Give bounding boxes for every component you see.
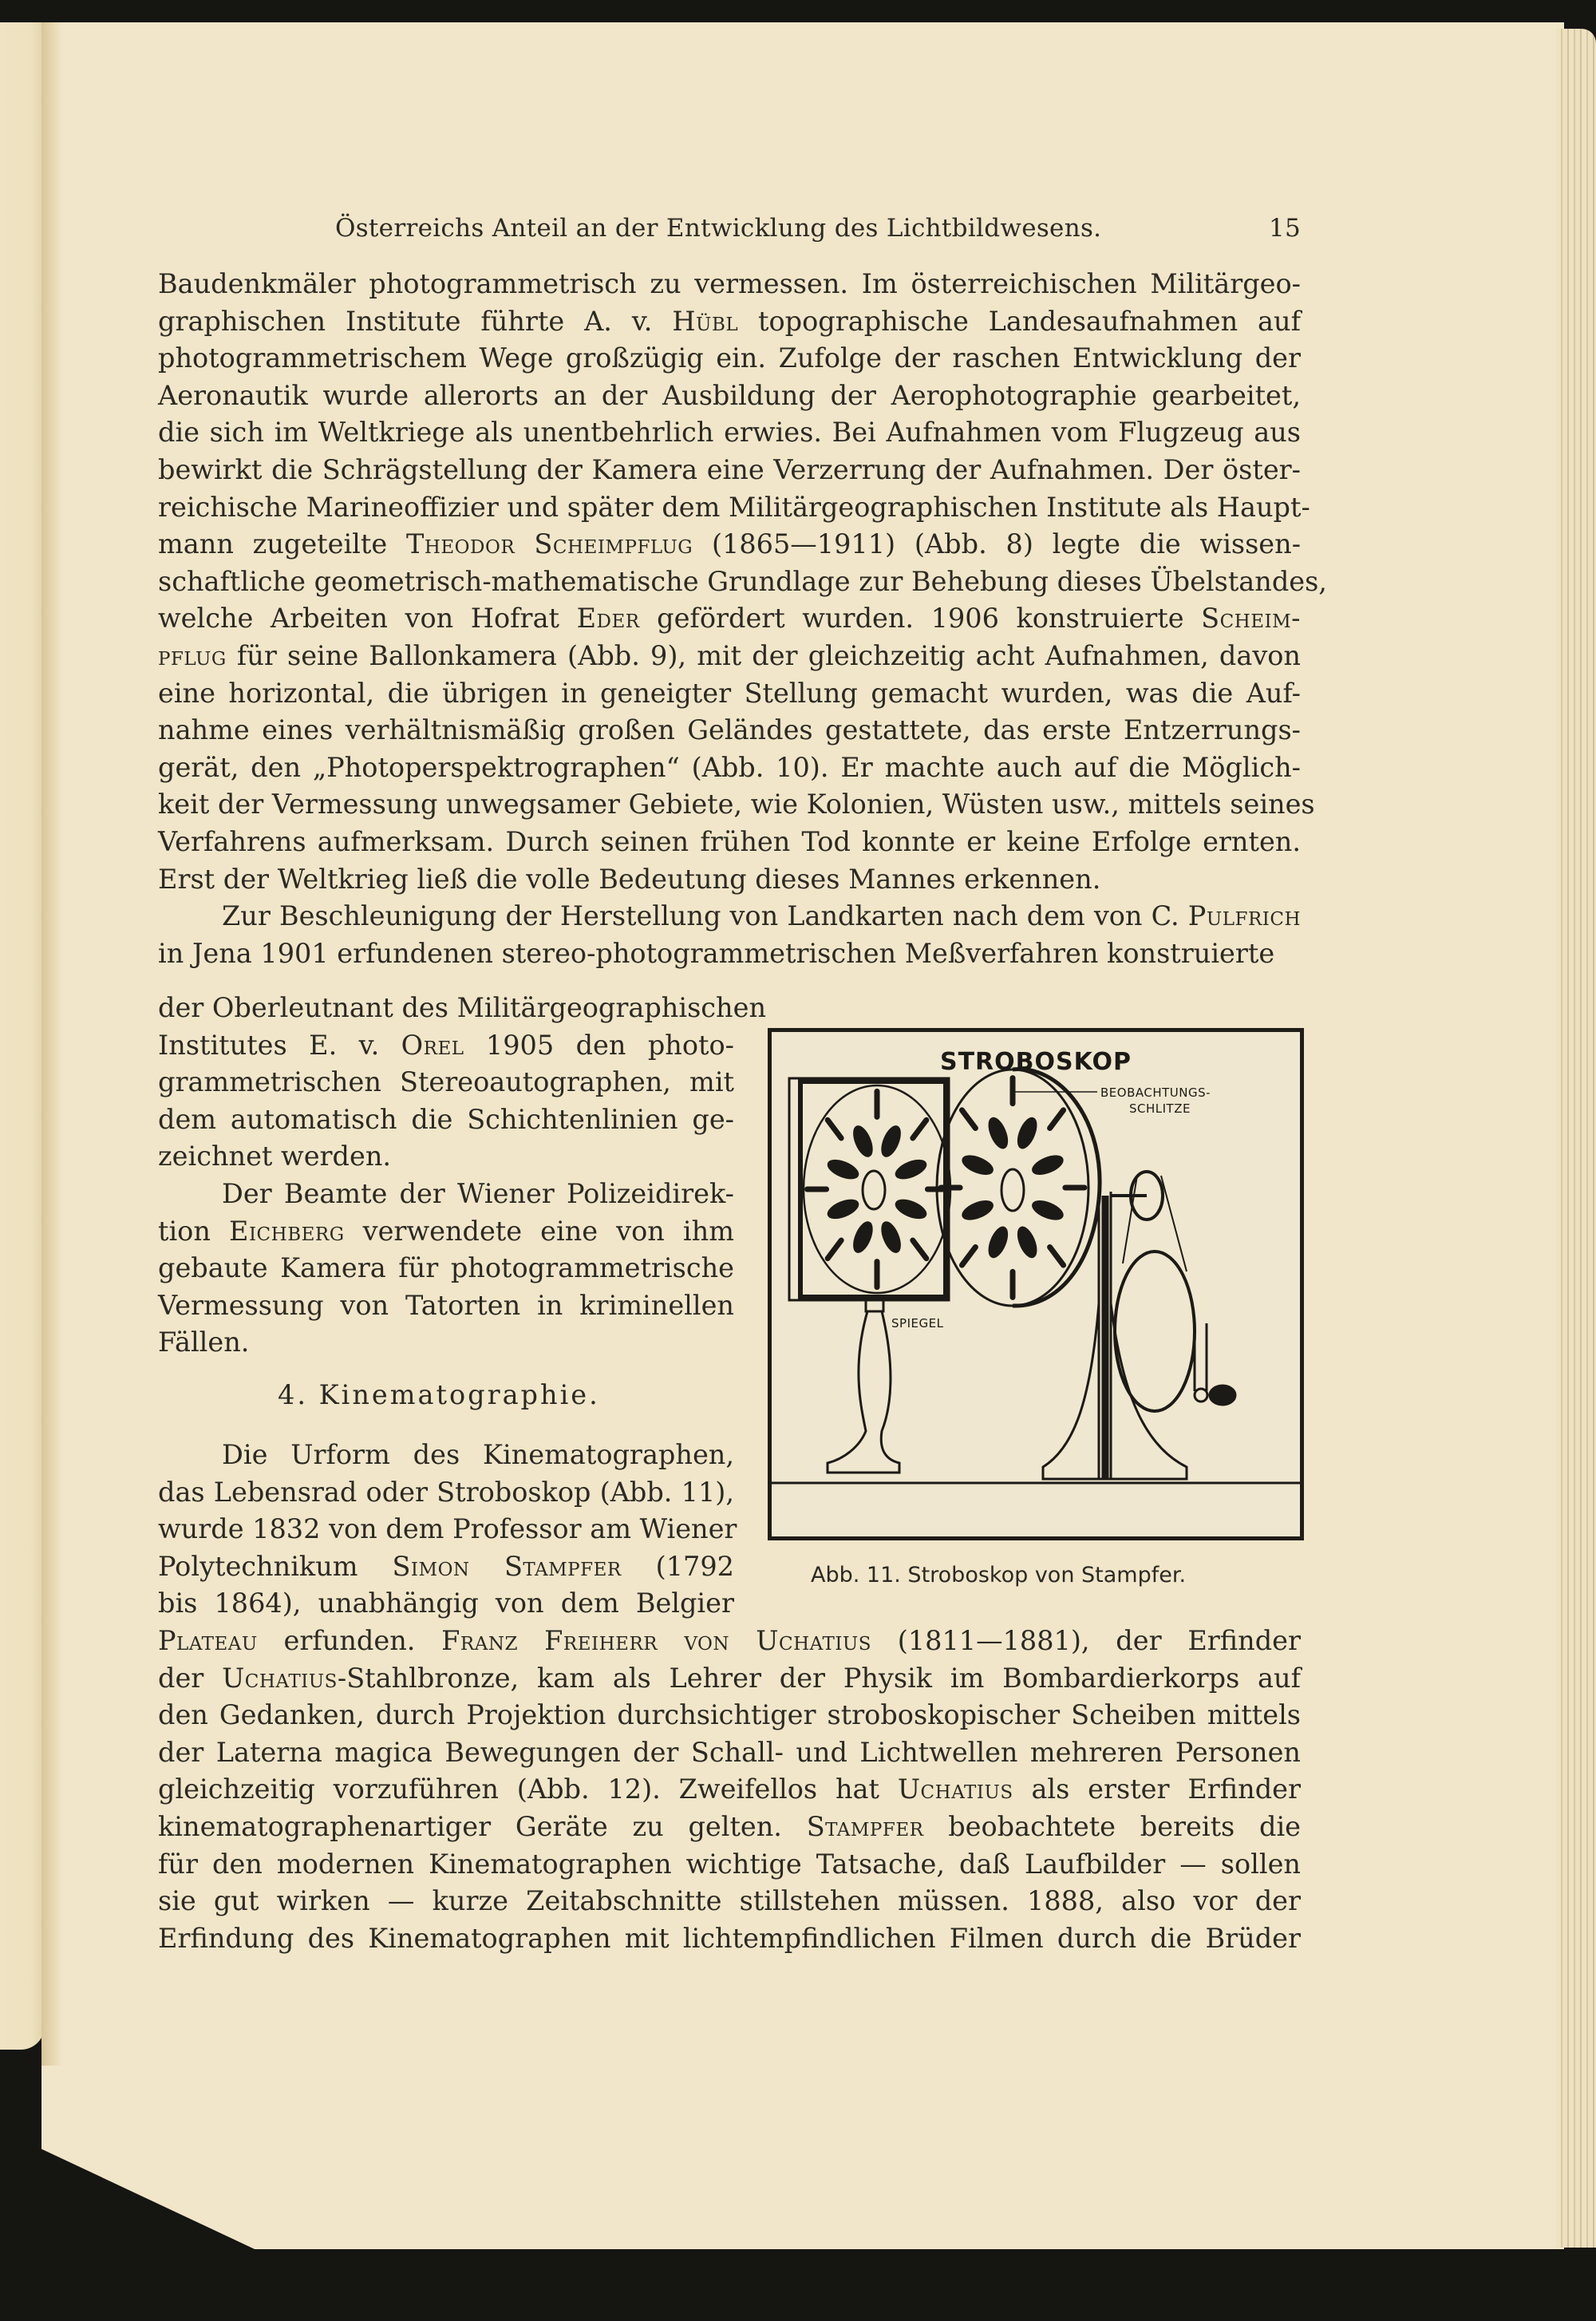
text-line (158, 1846, 1301, 1884)
observation-slit (962, 1247, 975, 1266)
observation-slit (1050, 1110, 1064, 1129)
text-run: 1905 den photo- (464, 1029, 735, 1061)
text-run: gebaute Kamera für photogrammetrische (158, 1252, 734, 1284)
dancer-silhouette (879, 1220, 904, 1255)
text-run: eine horizontal, die übrigen in geneigter Stellung gemacht wurden, was die Auf- (158, 677, 1301, 709)
text-run: grammetrischen Stereoautographen, mit (158, 1066, 734, 1098)
text-line (158, 1623, 1301, 1660)
text-run: reichische Marineoffizier und später dem Militärgeographischen Institute als Haupt- (158, 491, 1310, 523)
dancer-silhouette (850, 1124, 875, 1159)
text-line (158, 378, 1301, 415)
running-head-title: Österreichs Anteil an der Entwicklung des Lichtbildwesens. (335, 214, 1102, 243)
text-run: Verfahrens aufmerksam. Durch seinen frühen Tod konnte er keine Erfolge ernten. (158, 825, 1301, 857)
text-run: gerät, den „Photoperspektrographen“ (Abb. 10). Er machte auch auf die Möglich- (158, 751, 1301, 783)
gutter-shadow (41, 22, 62, 2066)
person-name: Eder (576, 603, 640, 635)
text-run: in Jena 1901 erfundenen stereo-photogrammetrischen Meßverfahren konstruierte (158, 937, 1275, 969)
text-line (158, 1287, 734, 1325)
text-line (158, 675, 1301, 713)
text-run: wurde 1832 von dem Professor am Wiener (158, 1513, 737, 1545)
stroboskop-illustration (772, 1032, 1300, 1536)
text-line (158, 1511, 737, 1548)
text-line (158, 340, 1301, 378)
text-run: der Laterna magica Bewegungen der Schall- und Lichtwellen mehreren Personen (158, 1736, 1301, 1768)
text-run: als erster Erfinder (1013, 1773, 1302, 1805)
text-run: graphischen Institute führte A. v. (158, 305, 673, 337)
text-run: Der Beamte der Wiener Polizeidirek- (222, 1177, 734, 1209)
text-line (158, 452, 1301, 489)
text-line (158, 861, 1301, 899)
text-run: photogrammetrischem Wege großzügig ein. Zufolge der raschen Entwicklung der (158, 342, 1301, 374)
text-run: nahme eines verhältnismäßig großen Geländes gestattete, das erste Entzerrungs- (158, 714, 1301, 746)
observation-slit (828, 1240, 841, 1259)
text-line (158, 303, 1301, 341)
text-run: zeichnet werden. (158, 1141, 392, 1172)
dancer-silhouette (1030, 1153, 1065, 1178)
paragraph-block-3 (158, 1437, 737, 1623)
text-run: Erfindung des Kinematographen mit lichtempfindlichen Filmen durch die Brüder (158, 1922, 1301, 1954)
text-line (158, 1920, 1301, 1958)
person-name: pflug (158, 639, 227, 671)
text-line (158, 1734, 1301, 1772)
text-run: der Oberleutnant des Militärgeographischen (158, 992, 767, 1023)
dancer-silhouette (960, 1197, 995, 1223)
text-run: Fällen. (158, 1327, 250, 1358)
text-line (158, 563, 1327, 601)
text-run: den Gedanken, durch Projektion durchsichtiger stroboskopischer Scheiben mittels (158, 1699, 1301, 1731)
text-line (158, 1474, 734, 1512)
figure-title: STROBOSKOP (939, 1048, 1132, 1076)
text-line (158, 266, 1301, 303)
text-line (158, 1101, 734, 1139)
page-number: 15 (1268, 214, 1301, 243)
text-line (158, 1809, 1301, 1846)
text-line (158, 1064, 734, 1101)
dancer-silhouette (1014, 1116, 1040, 1151)
text-line (158, 1660, 1301, 1698)
person-name: Franz Freiherr von Uchatius (441, 1625, 872, 1656)
text-run: Vermessung von Tatorten in kriminellen (158, 1289, 734, 1321)
text-run: Institutes E. v. (158, 1029, 401, 1061)
running-head (335, 214, 1301, 243)
text-run: (1792 (621, 1550, 734, 1582)
text-line (158, 1250, 734, 1287)
text-run: tion (158, 1215, 230, 1247)
text-line (158, 1176, 734, 1213)
text-line (158, 990, 767, 1027)
dancer-silhouette (1030, 1197, 1065, 1223)
text-line (158, 1771, 1301, 1809)
text-line (158, 898, 1301, 935)
text-run: bis 1864), unabhängig von dem Belgier (158, 1588, 734, 1619)
text-line (158, 414, 1301, 452)
text-run: Zur Beschleunigung der Herstellung von Landkarten nach dem von C. (222, 900, 1188, 932)
person-name: Stampfer (806, 1810, 924, 1842)
dancer-silhouette (894, 1157, 929, 1182)
text-line (158, 1697, 1301, 1734)
dancer-silhouette (986, 1116, 1011, 1151)
text-run: topographische Landesaufnahmen auf (738, 305, 1301, 337)
observation-slit (1050, 1247, 1064, 1266)
text-line (158, 1138, 734, 1176)
text-line (158, 935, 1301, 973)
text-line (158, 712, 1301, 749)
text-run: schaftliche geometrisch-mathematische Grundlage zur Behebung dieses Übelstandes, (158, 565, 1327, 597)
text-run: (1811—1881), der Erfinder (871, 1625, 1301, 1656)
person-name: Simon Stampfer (392, 1550, 622, 1582)
flywheel (1115, 1251, 1195, 1411)
text-run: der (158, 1662, 223, 1694)
text-line (158, 526, 1301, 563)
text-line (158, 786, 1315, 824)
text-line (158, 1213, 734, 1251)
crank-handle (1195, 1323, 1207, 1391)
observation-slit (913, 1240, 926, 1259)
text-run: keit der Vermessung unwegsamer Gebiete, wie Kolonien, Wüsten usw., mittels seines (158, 789, 1315, 820)
text-run: erfunden. (257, 1625, 442, 1656)
text-run: das Lebensrad oder Stroboskop (Abb. 11), (158, 1476, 734, 1508)
paragraph-block-2 (158, 990, 767, 1362)
dancer-silhouette (960, 1153, 995, 1178)
text-run: bewirkt die Schrägstellung der Kamera eine Verzerrung der Aufnahmen. Der öster- (158, 453, 1301, 485)
text-run: Polytechnikum (158, 1550, 393, 1582)
person-name: Scheim- (1201, 603, 1301, 635)
person-name: Uchatius (897, 1773, 1013, 1805)
text-run: beobachtete bereits die (923, 1810, 1301, 1842)
mirror-stand (828, 1300, 899, 1473)
text-line (158, 489, 1310, 527)
text-run: -Stahlbronze, kam als Lehrer der Physik im Bombardierkorps auf (337, 1662, 1301, 1694)
text-run: Baudenkmäler photogrammetrisch zu vermessen. Im österreichischen Militärgeo- (158, 268, 1301, 299)
paragraph-block-1 (158, 266, 1327, 972)
section-heading: 4. Kinematographie. (278, 1379, 600, 1410)
dancer-silhouette (894, 1196, 929, 1222)
person-name: Orel (401, 1029, 464, 1061)
text-run: mann zugeteilte (158, 528, 406, 560)
dancer-silhouette (879, 1124, 904, 1159)
figure-caption: Abb. 11. Stroboskop von Stampfer. (811, 1563, 1187, 1588)
observation-slit (913, 1120, 926, 1138)
text-line (158, 1548, 734, 1586)
person-name: Plateau (158, 1625, 258, 1656)
text-line (158, 749, 1301, 787)
text-line (158, 1324, 734, 1362)
observation-slit (828, 1120, 841, 1138)
text-run: gleichzeitig vorzuführen (Abb. 12). Zweifellos hat (158, 1773, 898, 1805)
person-name: Hübl (672, 305, 739, 337)
dancer-silhouette (826, 1196, 861, 1222)
dancer-silhouette (986, 1224, 1011, 1259)
observation-slit (962, 1110, 975, 1129)
dancer-silhouette (850, 1220, 875, 1255)
paragraph-block-4 (158, 1623, 1301, 1957)
text-line (158, 1585, 734, 1623)
person-name: Eichberg (229, 1215, 345, 1247)
label-observation-slits: BEOBACHTUNGS- SCHLITZE (1100, 1085, 1211, 1116)
text-line (158, 1437, 734, 1474)
dancer-silhouette (1014, 1224, 1040, 1259)
text-line (158, 1027, 734, 1065)
previous-page-edge (0, 22, 45, 2050)
text-line (158, 824, 1301, 861)
text-run: die sich im Weltkriege als unentbehrlich erwies. Bei Aufnahmen vom Flugzeug aus (158, 417, 1301, 449)
text-run: welche Arbeiten von Hofrat (158, 603, 577, 635)
text-run: (1865—1911) (Abb. 8) legte die wissen- (693, 528, 1302, 560)
text-line (158, 1883, 1301, 1920)
person-name: Uchatius (222, 1662, 338, 1694)
person-name: Pulfrich (1187, 900, 1301, 932)
text-run: für den modernen Kinematographen wichtige Tatsache, daß Laufbilder — sollen (158, 1848, 1301, 1880)
text-run: Die Urform des Kinematographen, (222, 1439, 734, 1470)
label-mirror: SPIEGEL (891, 1316, 944, 1331)
text-line (158, 638, 1301, 675)
text-run: sie gut wirken — kurze Zeitabschnitte stillstehen müssen. 1888, also vor der (158, 1885, 1301, 1917)
text-run: für seine Ballonkamera (Abb. 9), mit der gleichzeitig acht Aufnahmen, davon (226, 639, 1301, 671)
text-line (158, 600, 1301, 638)
text-run: Erst der Weltkrieg ließ die volle Bedeutung dieses Mannes erkennen. (158, 863, 1101, 895)
dancer-silhouette (826, 1157, 861, 1182)
text-run: verwendete eine von ihm (344, 1215, 734, 1247)
page-stack-edges (1556, 29, 1596, 2248)
text-run: gefördert wurden. 1906 konstruierte (639, 603, 1202, 635)
person-name: Theodor Scheimpflug (405, 528, 693, 560)
text-run: Aeronautik wurde allerorts an der Ausbildung der Aerophotographie gearbeitet, (158, 379, 1301, 411)
text-run: dem automatisch die Schichtenlinien ge- (158, 1103, 734, 1135)
figure-stroboskop (768, 1028, 1304, 1540)
text-run: kinematographenartiger Geräte zu gelten. (158, 1810, 807, 1842)
